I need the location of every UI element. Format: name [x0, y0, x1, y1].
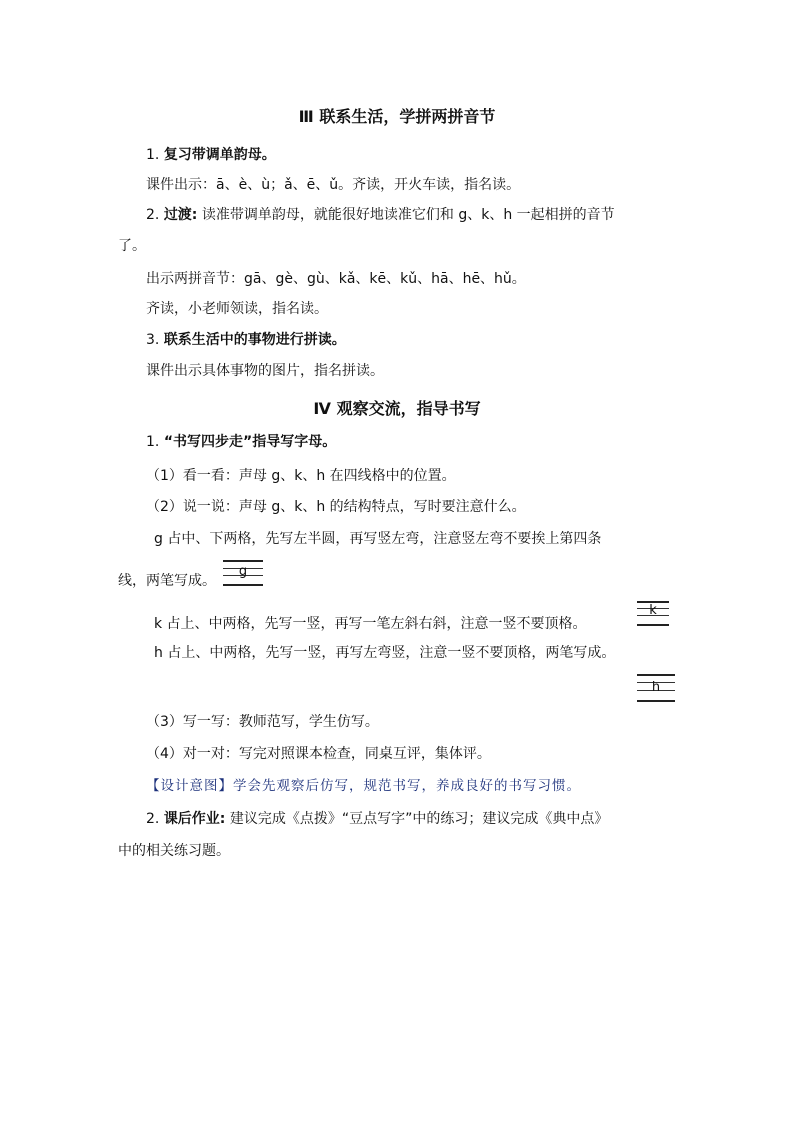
paragraph: （2）说一说：声母 g、k、h 的结构特点，写时要注意什么。: [146, 499, 526, 515]
item-heading: 复习带调单韵母。: [163, 147, 276, 163]
paragraph: g 占中、下两格，先写左半圆，再写竖左弯，注意竖左弯不要挨上第四条: [154, 531, 602, 547]
paragraph: （1）看一看：声母 g、k、h 在四线格中的位置。: [146, 468, 456, 484]
item-heading: 联系生活中的事物进行拼读。: [163, 332, 346, 348]
four-line-grid-k: [637, 601, 669, 623]
section-4-title: Ⅳ 观察交流，指导书写: [313, 399, 481, 418]
item-number: 3.: [146, 332, 160, 348]
paragraph: k 占上、中两格，先写一竖，再写一笔左斜右斜，注意一竖不要顶格。: [154, 616, 587, 632]
paragraph: 了。: [118, 238, 146, 254]
section-3-title: Ⅲ 联系生活，学拼两拼音节: [298, 107, 496, 126]
design-intent-note: 【设计意图】学会先观察后仿写，规范书写，养成良好的书写习惯。: [146, 778, 581, 794]
letter-h: h: [651, 680, 661, 695]
item-heading: “书写四步走”指导写字母。: [163, 434, 337, 450]
paragraph: 中的相关练习题。: [118, 843, 230, 859]
paragraph: （3）写一写：教师范写，学生仿写。: [146, 714, 379, 730]
letter-k: k: [649, 603, 657, 618]
paragraph: [146, 432, 336, 452]
paragraph: [146, 809, 608, 829]
paragraph: 课件出示具体事物的图片，指名拼读。: [146, 363, 384, 379]
paragraph: [146, 330, 346, 350]
paragraph-text: 建议完成《点拨》“豆点写字”中的练习；建议完成《典中点》: [229, 811, 609, 827]
item-number: 1.: [146, 147, 160, 163]
paragraph: [146, 205, 615, 225]
item-heading: 课后作业:: [163, 811, 226, 827]
paragraph: 线，两笔写成。: [118, 573, 216, 589]
paragraph: h 占上、中两格，先写一竖，再写左弯竖，注意一竖不要顶格，两笔写成。: [154, 645, 616, 661]
paragraph: 出示两拼音节：gā、gè、gù、kǎ、kē、kǔ、hā、hē、hǔ。: [146, 271, 526, 287]
four-line-grid-h: [637, 674, 675, 696]
paragraph: 齐读，小老师领读，指名读。: [146, 301, 328, 317]
paragraph-text: 读准带调单韵母，就能很好地读准它们和 g、k、h 一起相拼的音节: [201, 207, 615, 223]
item-heading: 过渡:: [163, 207, 198, 223]
letter-g: g: [238, 564, 248, 579]
paragraph: （4）对一对：写完对照课本检查，同桌互评，集体评。: [146, 746, 491, 762]
four-line-grid-g: [223, 560, 263, 582]
item-number: 2.: [146, 207, 160, 223]
item-number: 2.: [146, 811, 160, 827]
item-number: 1.: [146, 434, 160, 450]
paragraph: [146, 145, 276, 165]
paragraph: 课件出示：ā、è、ù；ǎ、ē、ǔ。齐读，开火车读，指名读。: [146, 177, 521, 193]
